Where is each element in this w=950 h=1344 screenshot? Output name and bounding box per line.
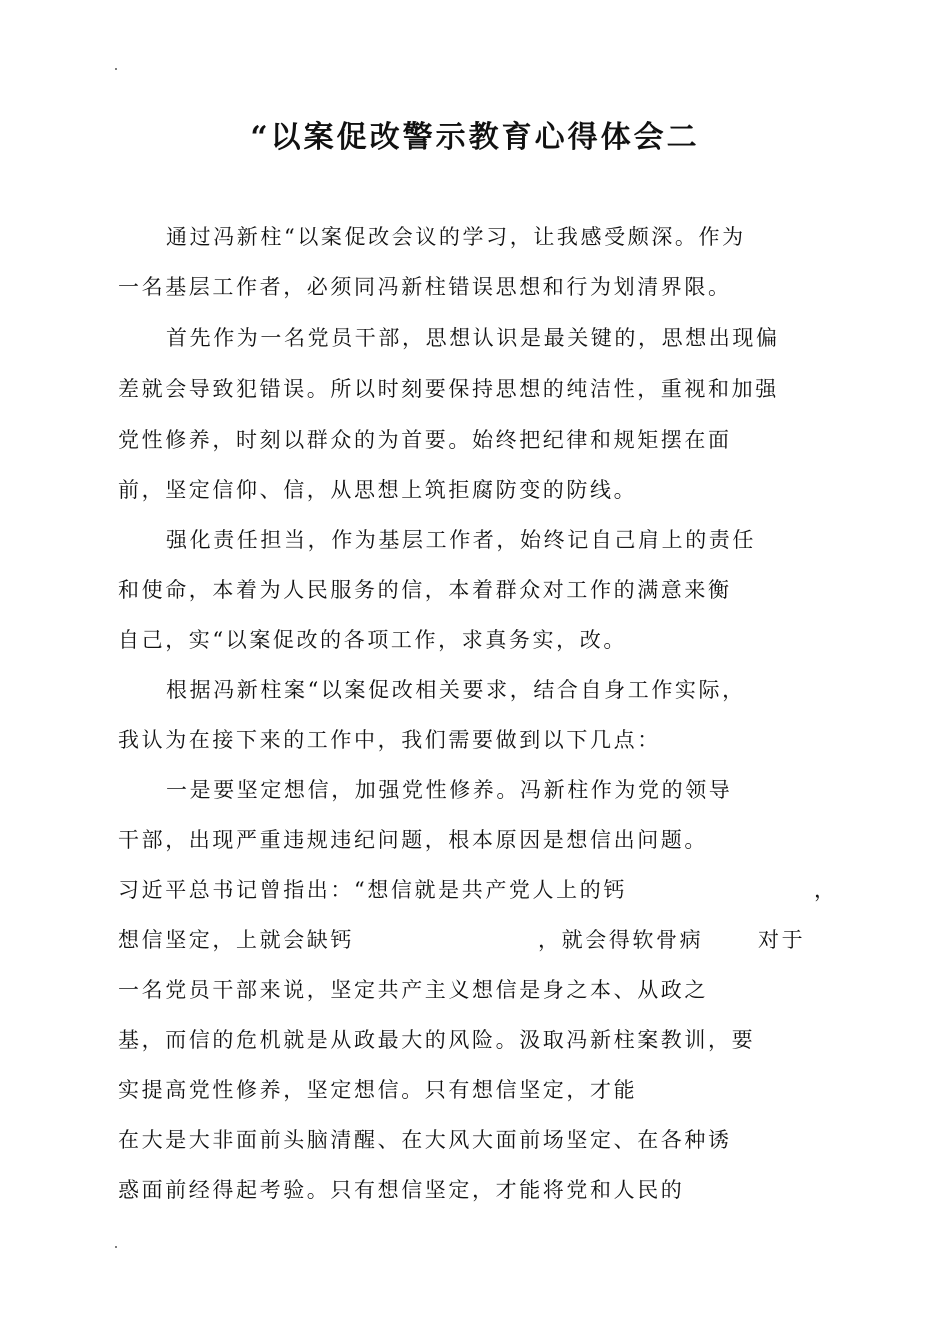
paragraph-fragment: 对于	[758, 928, 806, 952]
paragraph-line: 前，坚定信仰、信，从思想上筑拒腐防变的防线。	[118, 478, 638, 502]
page-mark-top	[115, 68, 117, 70]
paragraph-line: 我认为在接下来的工作中，我们需要做到以下几点：	[118, 728, 661, 752]
paragraph-line: 首先作为一名党员干部，思想认识是最关键的，思想出现偏	[166, 326, 780, 350]
page-mark-bottom	[115, 1246, 117, 1248]
paragraph-line: 和使命，本着为人民服务的信，本着群众对工作的满意来衡	[118, 578, 732, 602]
paragraph-line: 强化责任担当，作为基层工作者，始终记自己肩上的责任	[166, 528, 756, 552]
paragraph-line: 基，而信的危机就是从政最大的风险。汲取冯新柱案教训，要	[118, 1028, 756, 1052]
paragraph-line: 一名基层工作者，必须同冯新柱错误思想和行为划清界限。	[118, 275, 732, 299]
document-title: “以案促改警示教育心得体会二	[250, 120, 700, 155]
paragraph-line: 实提高党性修养，坚定想信。只有想信坚定，才能	[118, 1078, 638, 1102]
paragraph-line: 自己，实“以案促改的各项工作，求真务实，改。	[118, 628, 627, 652]
paragraph-line: 习近平总书记曾指出：“想信就是共产党人上的钙	[118, 878, 627, 902]
paragraph-line: 根据冯新柱案“以案促改相关要求，结合自身工作实际，	[166, 678, 746, 702]
paragraph-line: 在大是大非面前头脑清醒、在大风大面前场坚定、在各种诱	[118, 1128, 732, 1152]
paragraph-line: 一是要坚定想信，加强党性修养。冯新柱作为党的领导	[166, 778, 733, 802]
paragraph-line: 干部，出现严重违规违纪问题，根本原因是想信出问题。	[118, 828, 708, 852]
paragraph-line: 一名党员干部来说，坚定共产主义想信是身之本、从政之	[118, 978, 708, 1002]
paragraph-line: 党性修养，时刻以群众的为首要。始终把纪律和规矩摆在面	[118, 428, 732, 452]
paragraph-line: 通过冯新柱“以案促改会议的学习，让我感受颇深。作为	[166, 225, 746, 249]
paragraph-fragment: ，就会得软骨病	[538, 928, 704, 952]
paragraph-line: 惑面前经得起考验。只有想信坚定，才能将党和人民的	[118, 1178, 685, 1202]
paragraph-line: 差就会导致犯错误。所以时刻要保持思想的纯洁性，重视和加强	[118, 377, 779, 401]
paragraph-fragment: ，	[814, 878, 838, 902]
paragraph-line: 想信坚定，上就会缺钙	[118, 928, 354, 952]
